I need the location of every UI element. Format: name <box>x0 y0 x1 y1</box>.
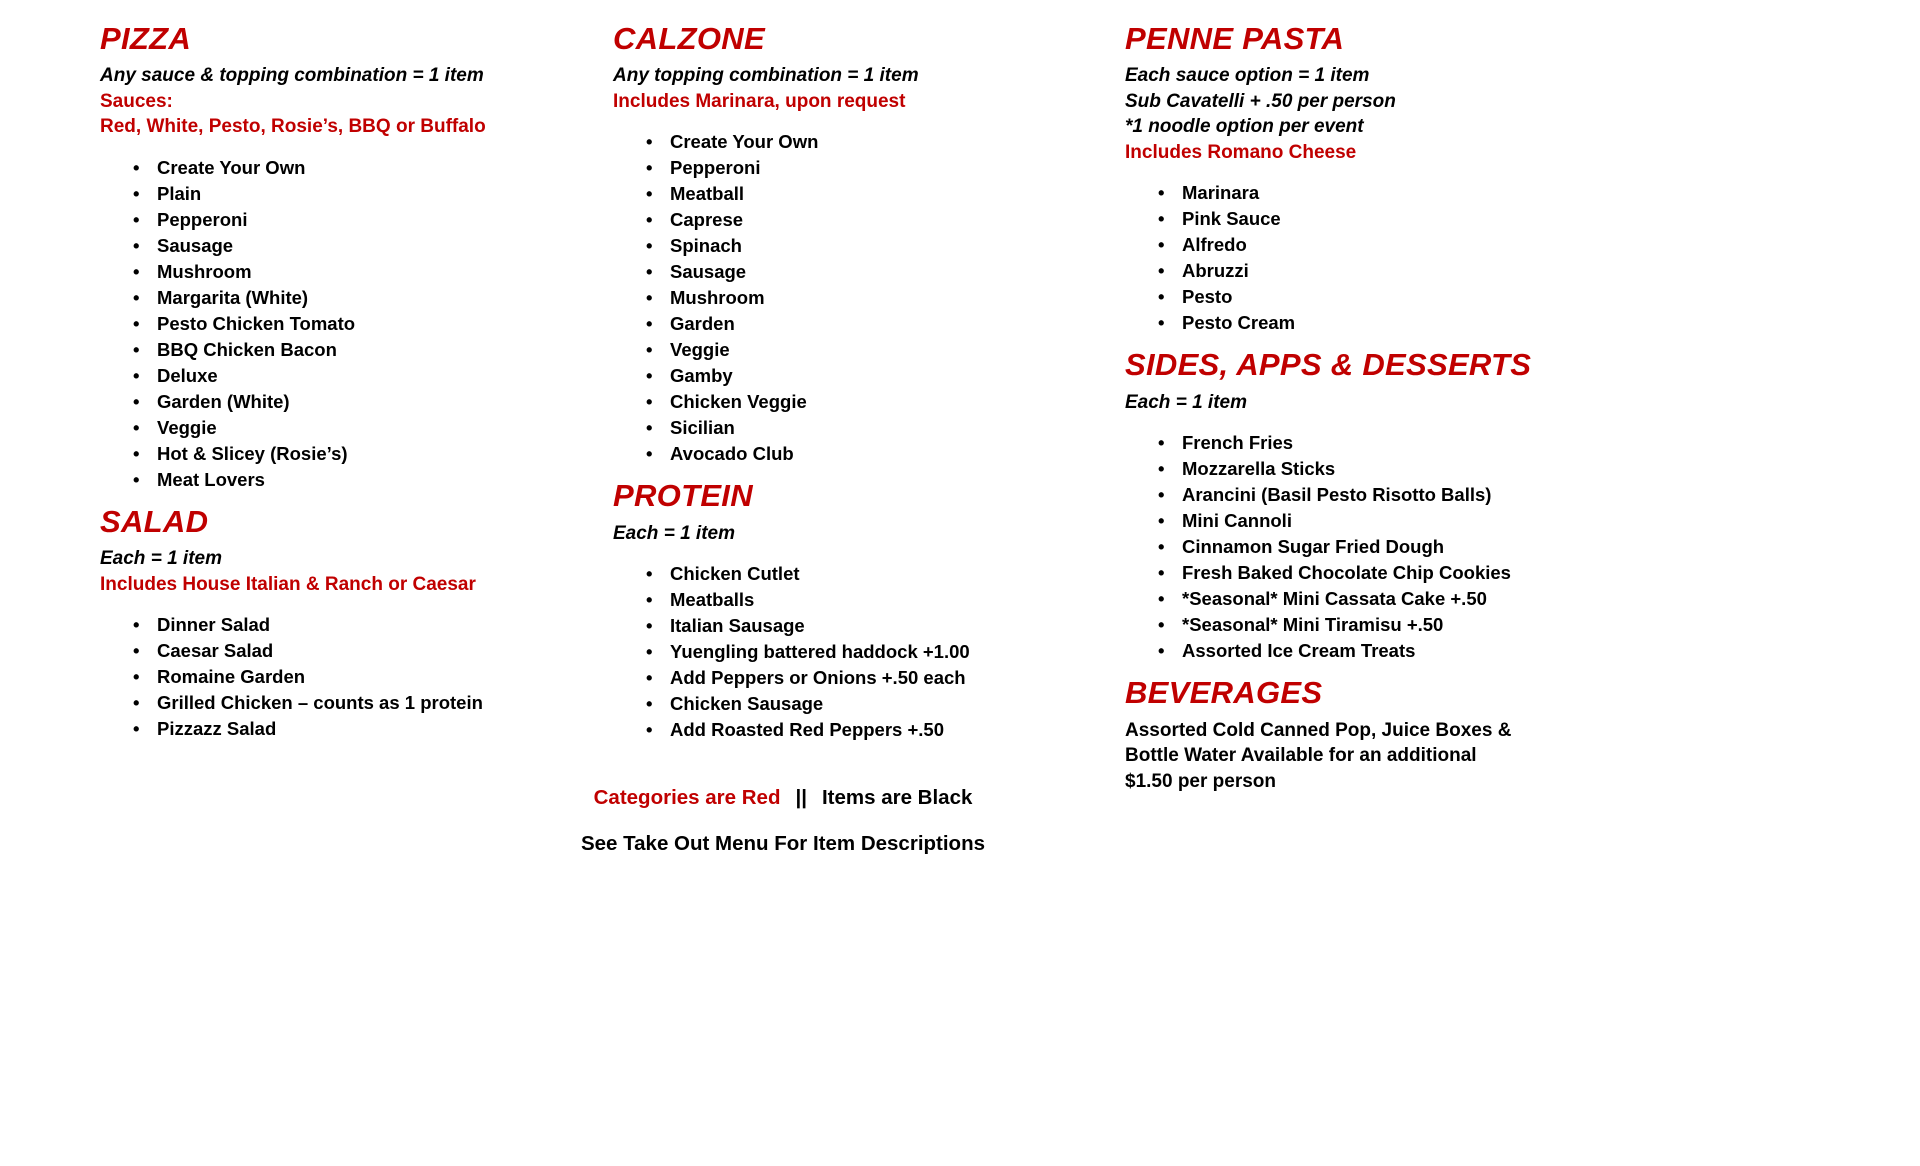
menu-section-calzone <box>613 22 1103 467</box>
list-item: • Mushroom <box>157 259 590 285</box>
list-item: • Margarita (White) <box>157 285 590 311</box>
list-item: • Romaine Garden <box>157 664 590 690</box>
color-legend <box>433 786 1133 810</box>
list-item: • Marinara <box>1182 180 1565 206</box>
list-item: • Abruzzi <box>1182 258 1565 284</box>
list-item: • Plain <box>157 181 590 207</box>
list-item: • Avocado Club <box>670 441 1103 467</box>
list-item: • Add Roasted Red Peppers +.50 <box>670 717 1103 743</box>
list-item: • Cinnamon Sugar Fried Dough <box>1182 534 1565 560</box>
section-subtitle: Any topping combination = 1 item <box>613 65 919 87</box>
list-item: • Veggie <box>157 415 590 441</box>
list-item: • Yuengling battered haddock +1.00 <box>670 639 1103 665</box>
list-item: • Grilled Chicken – counts as 1 protein <box>157 690 590 716</box>
section-subtitle: Each = 1 item <box>613 522 735 544</box>
legend-items-label: Items are Black <box>821 786 973 809</box>
column-middle <box>613 22 1103 753</box>
list-item: • Garden <box>670 311 1103 337</box>
list-item: • Hot & Slicey (Rosie’s) <box>157 441 590 467</box>
list-item: • Deluxe <box>157 363 590 389</box>
section-subtitle: Each = 1 item <box>100 548 222 570</box>
section-subtitle: Assorted Cold Canned Pop, Juice Boxes & <box>1125 719 1512 741</box>
section-subtitle: *1 noodle option per event <box>1125 116 1364 138</box>
item-list-protein <box>613 561 1103 743</box>
list-item: • Chicken Cutlet <box>670 561 1103 587</box>
section-title-penne-pasta: PENNE PASTA <box>1125 21 1345 56</box>
section-subtitle: Sauces: <box>100 90 173 112</box>
legend-categories-label: Categories are Red <box>593 786 781 809</box>
list-item: • Mozzarella Sticks <box>1182 456 1565 482</box>
list-item: • Sausage <box>157 233 590 259</box>
column-right <box>1125 22 1565 794</box>
section-subtitle: Includes Marinara, upon request <box>613 90 906 112</box>
section-subtitle: Bottle Water Available for an additional <box>1125 745 1477 767</box>
section-subtitle: Each sauce option = 1 item <box>1125 65 1370 87</box>
list-item: • Chicken Sausage <box>670 691 1103 717</box>
item-list-penne-pasta <box>1125 180 1565 336</box>
list-item: • Pepperoni <box>157 207 590 233</box>
menu-section-pizza <box>100 22 590 493</box>
list-item: • Pesto <box>1182 284 1565 310</box>
list-item: • Sausage <box>670 259 1103 285</box>
list-item: • Create Your Own <box>157 155 590 181</box>
list-item: • Mini Cannoli <box>1182 508 1565 534</box>
section-title-pizza: PIZZA <box>100 21 192 56</box>
section-subtitle: Red, White, Pesto, Rosie’s, BBQ or Buffalo <box>100 116 486 138</box>
list-item: • Pepperoni <box>670 155 1103 181</box>
section-title-calzone: CALZONE <box>613 21 765 56</box>
list-item: • Meatball <box>670 181 1103 207</box>
menu-section-beverages <box>1125 676 1565 794</box>
list-item: • Mushroom <box>670 285 1103 311</box>
menu-section-salad <box>100 505 590 742</box>
legend-divider: || <box>795 786 807 809</box>
item-list-pizza <box>100 155 590 493</box>
menu-section-protein <box>613 479 1103 743</box>
section-title-protein: PROTEIN <box>613 478 753 514</box>
list-item: • Fresh Baked Chocolate Chip Cookies <box>1182 560 1565 586</box>
section-subtitle: Includes House Italian & Ranch or Caesar <box>100 573 476 595</box>
footer <box>433 786 1133 856</box>
list-item: • Chicken Veggie <box>670 389 1103 415</box>
section-subtitle: Any sauce & topping combination = 1 item <box>100 65 484 87</box>
list-item: • Italian Sausage <box>670 613 1103 639</box>
section-subtitle: $1.50 per person <box>1125 770 1277 792</box>
list-item: • Spinach <box>670 233 1103 259</box>
section-title-sides-apps-desserts: SIDES, APPS & DESSERTS <box>1125 347 1532 383</box>
list-item: • Arancini (Basil Pesto Risotto Balls) <box>1182 482 1565 508</box>
item-list-calzone <box>613 129 1103 467</box>
list-item: • Caprese <box>670 207 1103 233</box>
list-item: • French Fries <box>1182 430 1565 456</box>
list-item: • Meat Lovers <box>157 467 590 493</box>
list-item: • Dinner Salad <box>157 612 590 638</box>
list-item: • Pesto Cream <box>1182 310 1565 336</box>
column-left <box>100 22 590 752</box>
takeout-menu-note: See Take Out Menu For Item Descriptions <box>580 832 985 855</box>
item-list-salad <box>100 612 590 742</box>
menu-section-penne-pasta <box>1125 22 1565 336</box>
list-item: • Gamby <box>670 363 1103 389</box>
list-item: • *Seasonal* Mini Tiramisu +.50 <box>1182 612 1565 638</box>
list-item: • Pizzazz Salad <box>157 716 590 742</box>
list-item: • Pink Sauce <box>1182 206 1565 232</box>
section-subtitle: Sub Cavatelli + .50 per person <box>1125 90 1396 112</box>
list-item: • Meatballs <box>670 587 1103 613</box>
list-item: • Veggie <box>670 337 1103 363</box>
section-title-salad: SALAD <box>100 503 209 539</box>
section-subtitle: Includes Romano Cheese <box>1125 141 1357 163</box>
menu-section-sides-apps-desserts <box>1125 348 1565 664</box>
list-item: • Pesto Chicken Tomato <box>157 311 590 337</box>
list-item: • *Seasonal* Mini Cassata Cake +.50 <box>1182 586 1565 612</box>
list-item: • Alfredo <box>1182 232 1565 258</box>
section-title-beverages: BEVERAGES <box>1125 675 1323 711</box>
list-item: • Create Your Own <box>670 129 1103 155</box>
section-subtitle: Each = 1 item <box>1125 391 1247 413</box>
list-item: • Garden (White) <box>157 389 590 415</box>
item-list-sides-apps-desserts <box>1125 430 1565 664</box>
list-item: • Assorted Ice Cream Treats <box>1182 638 1565 664</box>
list-item: • Caesar Salad <box>157 638 590 664</box>
list-item: • Add Peppers or Onions +.50 each <box>670 665 1103 691</box>
list-item: • BBQ Chicken Bacon <box>157 337 590 363</box>
list-item: • Sicilian <box>670 415 1103 441</box>
